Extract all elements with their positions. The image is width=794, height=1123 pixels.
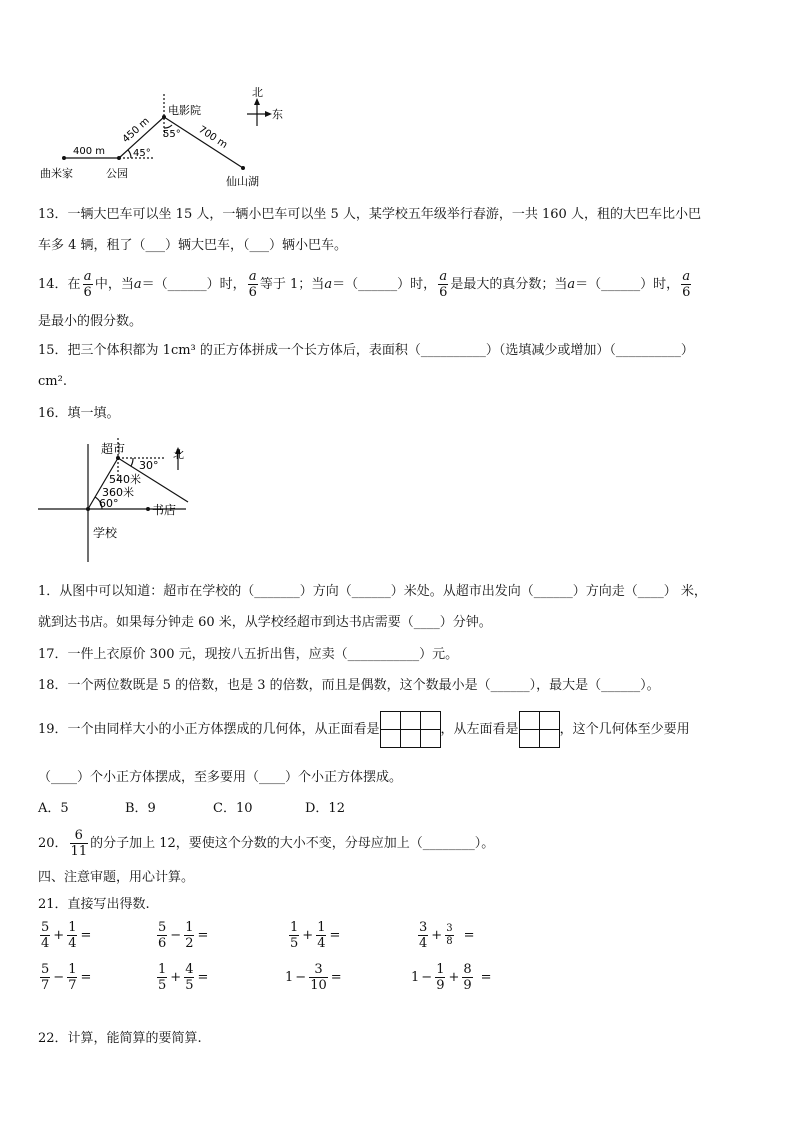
distance-360: 360米 (102, 486, 134, 499)
lake-label: 仙山湖 (226, 175, 259, 188)
distance-400: 400 m (73, 146, 106, 157)
angle-55: 55° (163, 129, 181, 140)
cinema-label: 电影院 (168, 104, 201, 117)
q19-options (38, 799, 345, 819)
market-label: 超市 (101, 442, 126, 456)
fraction-a-over-6: $\frac{a}{6}$ (682, 269, 691, 300)
map-diagram-1 (30, 84, 300, 194)
map-diagram-2 (36, 436, 216, 568)
q13-line1: 13．一辆大巴车可以坐 15 人，一辆小巴车可以坐 5 人，某学校五年级举行春游，一共 160 人，租的大巴车比小巴 (38, 207, 701, 222)
q21-title: 21．直接写出得数. (38, 897, 150, 912)
q20-text: 20． $\frac{6}{11}$ 的分子加上 12，要使这个分数的大小不变，分母应加上（________）。 (38, 828, 495, 859)
school-label: 学校 (93, 526, 118, 540)
park-label: 公园 (106, 167, 128, 180)
distance-540: 540米 (109, 473, 141, 486)
calc-6: $\frac{1}{5}$ + $\frac{4}{5}$ = (158, 962, 209, 993)
q19-line2: （____）个小正方体摆成，至多要用（____）个小正方体摆成。 (38, 770, 403, 785)
calc-8: 1 − $\frac{1}{9}$ + $\frac{8}{9}$ = (411, 962, 492, 993)
angle-45: 45° (133, 148, 151, 159)
calc-4: $\frac{3}{4}$ + $\frac{3}{8}$ = (419, 920, 475, 951)
distance-450: 450 m (120, 115, 152, 146)
calc-5: $\frac{5}{7}$ − $\frac{1}{7}$ = (41, 962, 92, 993)
q15-line2: cm². (38, 374, 67, 389)
q19-line1: 19．一个由同样大小的小正方体摆成的几何体，从正面看是 ，从左面看是 ，这个几何体至少要用 (38, 710, 690, 750)
option-b: B．9 (125, 801, 156, 816)
option-d: D．12 (305, 801, 345, 816)
fraction-6-over-11: $\frac{6}{11}$ (70, 828, 88, 859)
q15-line1: 15．把三个体积都为 1cm³ 的正方体拼成一个长方体后，表面积（__________）（选填减少或增加）（__________） (38, 343, 694, 358)
q16-sub1-line2: 就到达书店。如果每分钟走 60 米，从学校经超市到达书店需要（____）分钟。 (38, 615, 492, 630)
store-label: 书店 (152, 503, 177, 517)
home-label: 曲米家 (40, 167, 73, 180)
q13-line2: 车多 4 辆，租了（___）辆大巴车，（___）辆小巴车。 (38, 238, 348, 253)
q17-text: 17．一件上衣原价 300 元，现按八五折出售，应卖（___________）元。 (38, 647, 459, 662)
calc-2: $\frac{5}{6}$ − $\frac{1}{2}$ = (158, 920, 209, 951)
q16-title: 16．填一填。 (38, 406, 120, 421)
angle-60: 60° (99, 497, 119, 510)
calc-1: $\frac{5}{4}$ + $\frac{1}{4}$ = (41, 920, 92, 951)
calc-7: 1 − $\frac{3}{10}$ = (285, 962, 342, 993)
north-label: 北 (252, 86, 263, 99)
q14-line2: 是最小的假分数。 (38, 314, 143, 329)
section-4-heading: 四、注意审题，用心计算。 (38, 870, 195, 885)
option-a: A．5 (38, 801, 69, 816)
front-view-grid (380, 711, 441, 748)
north-label: 北 (173, 448, 184, 461)
q16-sub1-line1: 1．从图中可以知道：超市在学校的（_______）方向（______）米处。从超市出发向（______）方向走（____） 米， (38, 584, 707, 599)
distance-700: 700 m (196, 124, 230, 151)
east-label: 东 (272, 108, 283, 121)
left-view-grid (519, 711, 560, 748)
fraction-a-over-6: $\frac{a}{6}$ (248, 269, 257, 300)
q14-line1: 14．在 $\frac{a}{6}$ 中，当a＝（______）时， $\frac{a}{6}$ 等于 1；当a＝（______）时， $\frac{a}{6}$ 是最大的真分数；当a＝（______）时， $\frac{a}{6}$ (38, 269, 691, 300)
calc-3: $\frac{1}{5}$ + $\frac{1}{4}$ = (290, 920, 341, 951)
option-c: C．10 (213, 801, 253, 816)
angle-30: 30° (139, 459, 159, 472)
q18-text: 18．一个两位数既是 5 的倍数，也是 3 的倍数，而且是偶数，这个数最小是（______），最大是（______）。 (38, 678, 660, 693)
q22-text: 22．计算，能简算的要简算. (38, 1031, 202, 1046)
fraction-a-over-6: $\frac{a}{6}$ (439, 269, 448, 300)
fraction-a-over-6: $\frac{a}{6}$ (83, 269, 92, 300)
